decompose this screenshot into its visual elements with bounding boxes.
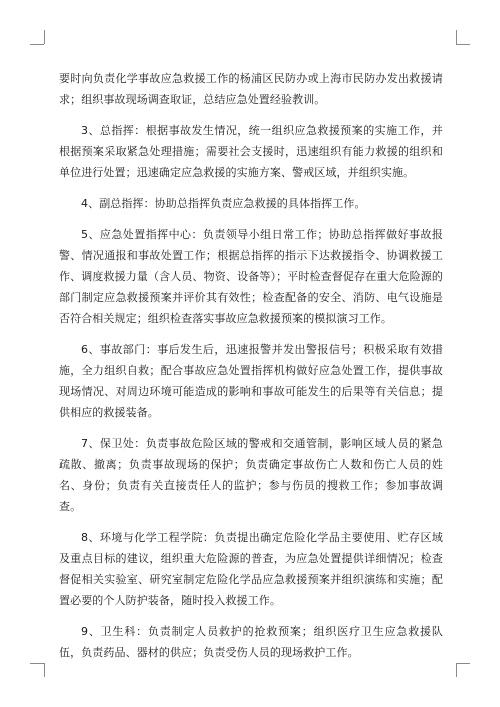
paragraph-commander: 3、总指挥：根据事故发生情况，统一组织应急救援预案的实施工作，并根据预案采取紧急处理措施；需要社会支援时，迅速组织有能力救援的组织和单位进行处置；迅速确定应急救援的实施方案、警戒区域，并组织实施。 bbox=[59, 124, 443, 179]
document-body bbox=[59, 68, 443, 673]
paragraph-chemical-engineering-school: 8、环境与化学工程学院：负责提出确定危险化学品主要使用、贮存区域及重点目标的建议，组织重大危险源的普查，为应急处置提供详细情况；检查督促相关实验室、研究室制定危险化学品应急救援预案并组织演练和实施；配置必要的个人防护装备，随时投入救援工作。 bbox=[59, 531, 443, 607]
crop-mark-top-left-v bbox=[44, 30, 45, 44]
paragraph-command-center: 5、应急处置指挥中心：负责领导小组日常工作；协助总指挥做好事故报警、情况通报和事故处置工作；根据总指挥的指示下达救援指令、协调救援工作、调度救援力量（含人员、物资、设备等）；平时检查督促存在重大危险源的部门制定应急救援预案并评价其有效性；检查配备的安全、消防、电气设施是否符合相关规定；组织检查落实事故应急救援预案的模拟演习工作。 bbox=[59, 228, 443, 325]
crop-mark-top-right-h bbox=[456, 44, 470, 45]
crop-mark-bottom-left-h bbox=[30, 663, 44, 664]
crop-mark-top-right-v bbox=[456, 30, 457, 44]
paragraph-deputy-commander: 4、副总指挥：协助总指挥负责应急救援的具体指挥工作。 bbox=[81, 197, 366, 210]
paragraph-security-office: 7、保卫处：负责事故危险区域的警戒和交通管制，影响区域人员的紧急疏散、撤离；负责事故现场的保护；负责确定事故伤亡人数和伤亡人员的姓名、身份；负责有关直接责任人的监护；参与伤员的搜救工作；参加事故调查。 bbox=[59, 437, 443, 513]
crop-mark-bottom-right-v bbox=[456, 663, 457, 677]
paragraph-incident-department: 6、事故部门：事后发生后，迅速报警并发出警报信号；积极采取有效措施，全力组织自救；配合事故应急处置指挥机构做好应急处置工作，提供事故现场情况、对周边环境可能造成的影响和事故可能发生的后果等有关信息；提供相应的救援装备。 bbox=[59, 343, 443, 419]
paragraph-continuation: 要时向负责化学事故应急救援工作的杨浦区民防办或上海市民防办发出救援请求；组织事故现场调查取证，总结应急处置经验教训。 bbox=[59, 72, 443, 106]
crop-mark-bottom-left-v bbox=[44, 663, 45, 677]
crop-mark-top-left-h bbox=[30, 44, 44, 45]
crop-mark-bottom-right-h bbox=[456, 663, 470, 664]
paragraph-health-section: 9、卫生科：负责制定人员救护的抢救预案；组织医疗卫生应急救援队伍，负责药品、器材的供应；负责受伤人员的现场救护工作。 bbox=[59, 625, 443, 659]
